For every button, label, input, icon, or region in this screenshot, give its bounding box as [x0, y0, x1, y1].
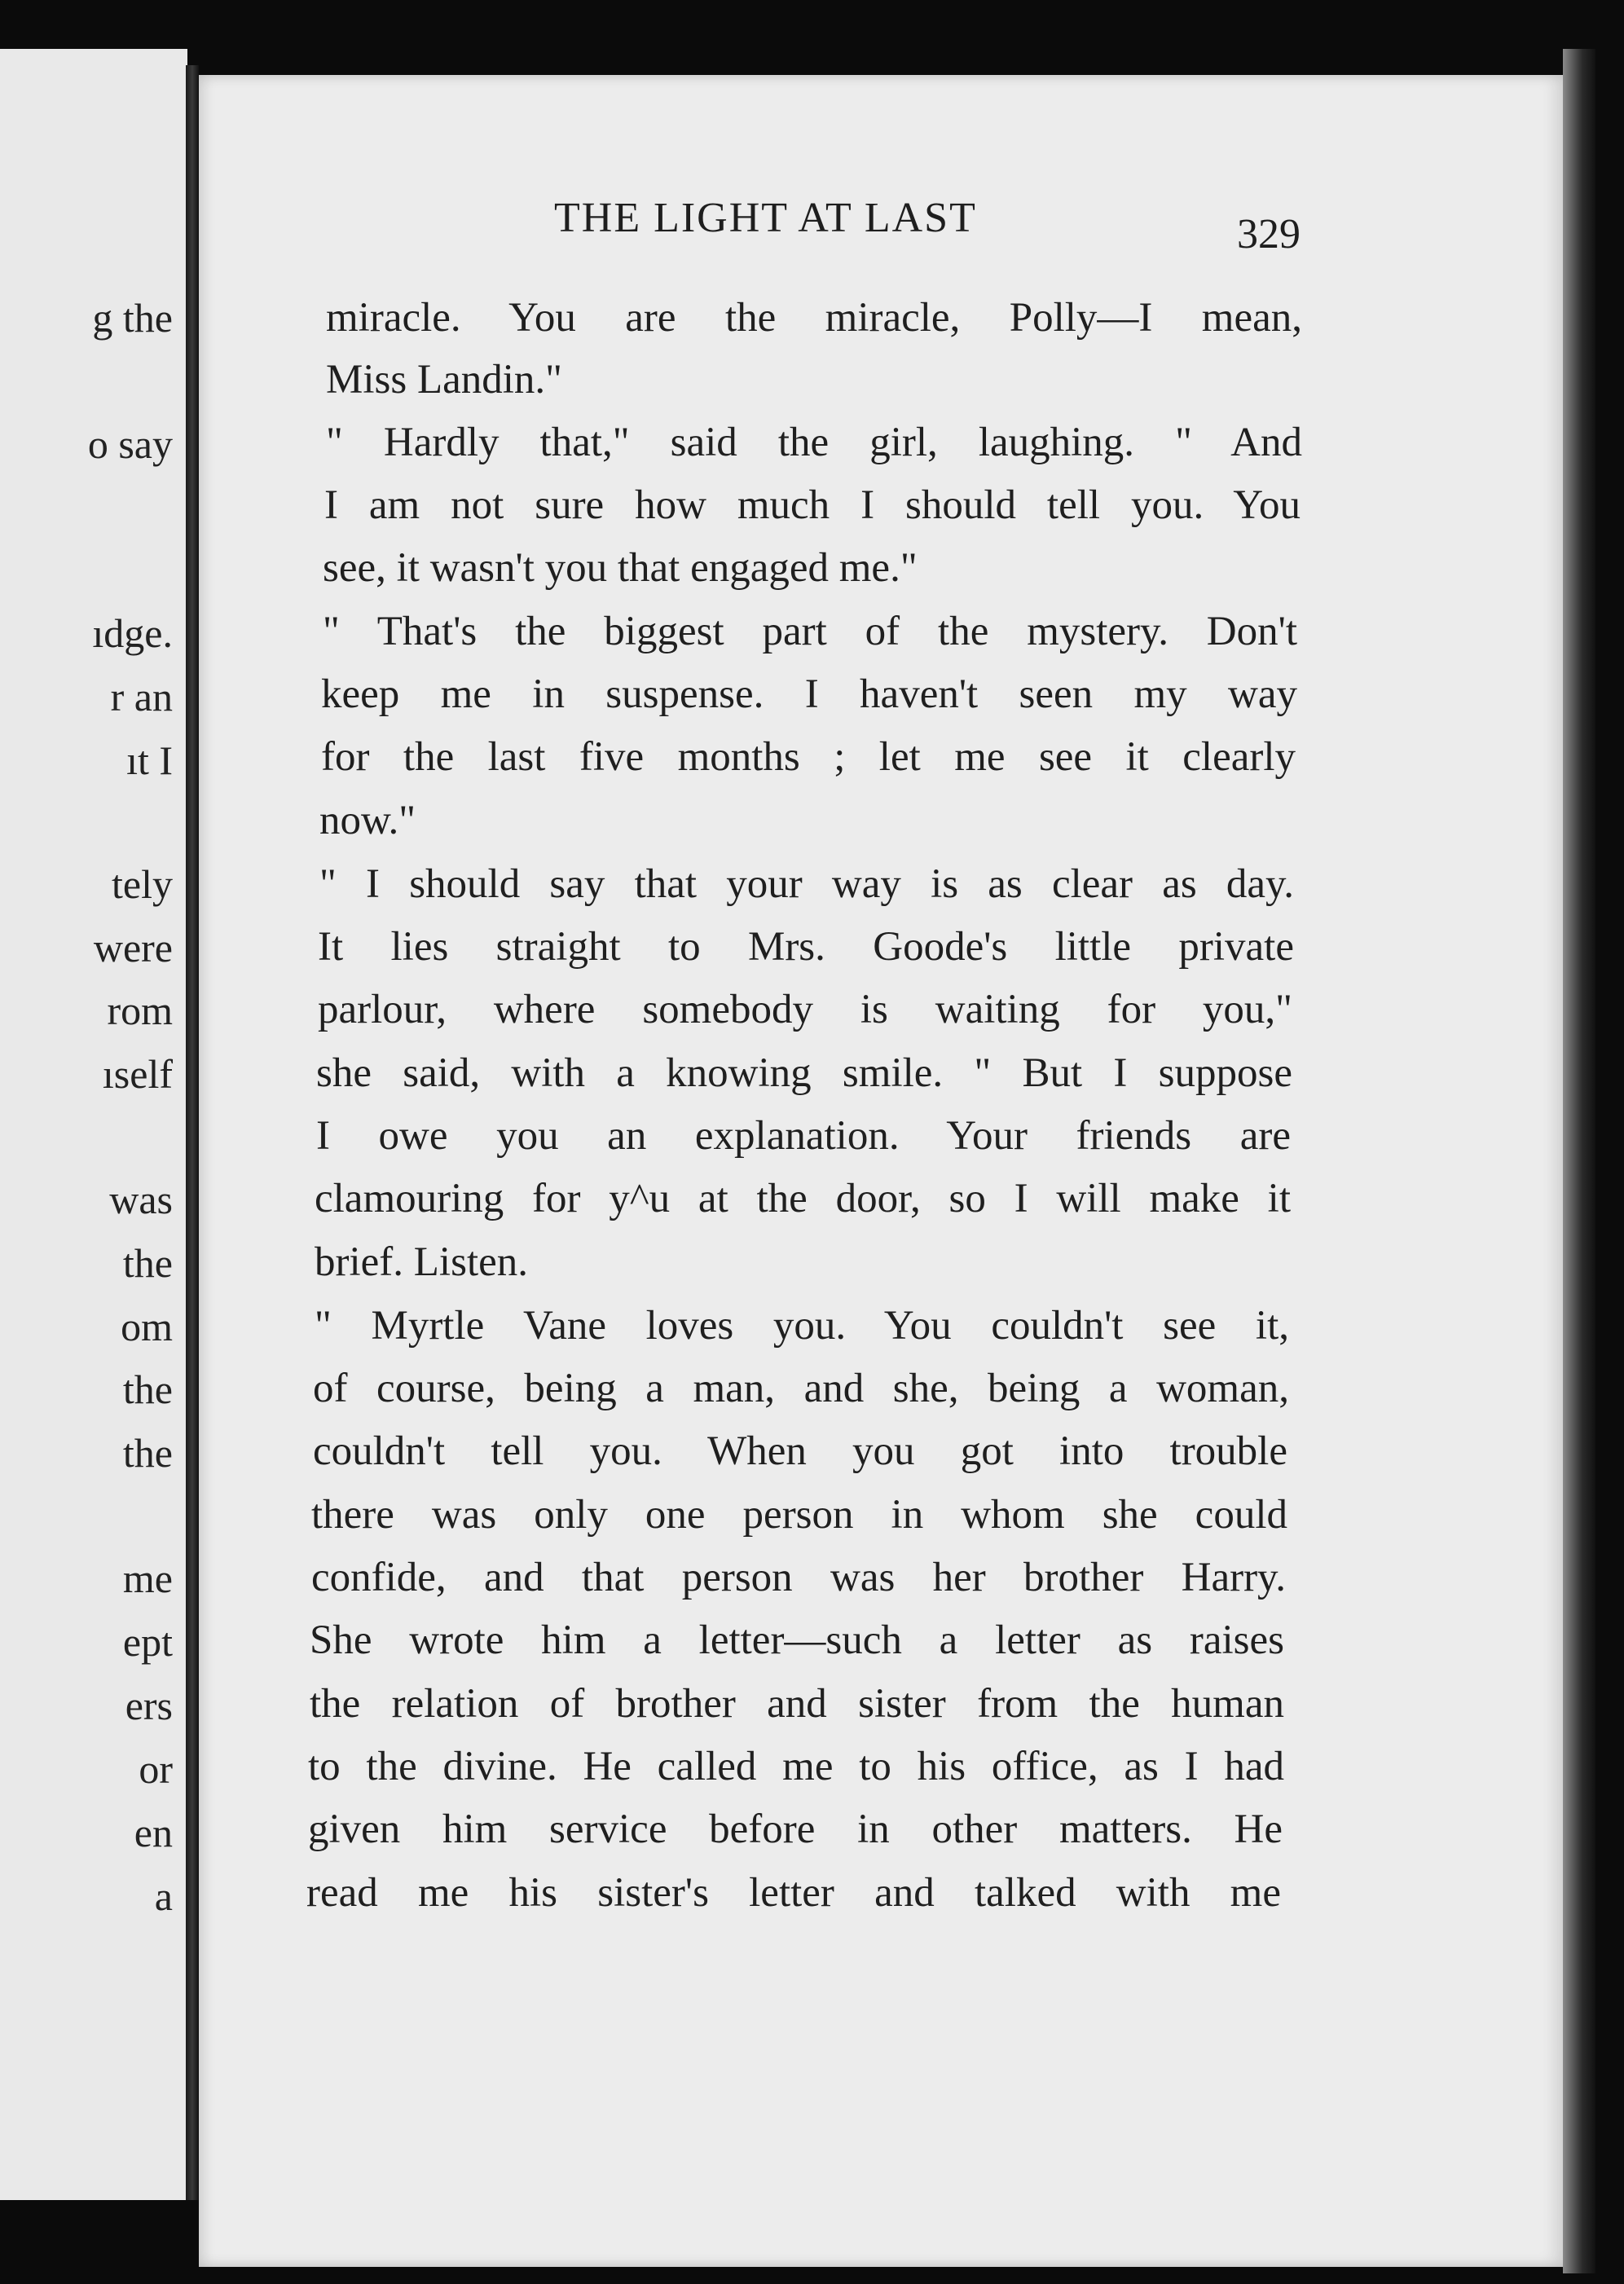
facing-page-fragment: was	[109, 1177, 173, 1222]
facing-page-fragment: o say	[87, 421, 173, 467]
facing-page-fragment: the	[122, 1240, 173, 1286]
text-line: " That's the biggest part of the mystery. Don't	[323, 609, 1297, 654]
page-number: 329	[1237, 211, 1301, 257]
facing-page-fragment: ıself	[102, 1051, 173, 1097]
text-line: couldn't tell you. When you got into trouble	[313, 1428, 1287, 1474]
text-line: I am not sure how much I should tell you. You	[324, 482, 1301, 528]
text-line: " Myrtle Vane loves you. You couldn't see it,	[315, 1303, 1289, 1349]
facing-page-fragment: ıdge.	[92, 610, 173, 656]
book-page	[199, 75, 1564, 2267]
facing-page-fragment: tely	[112, 861, 173, 907]
facing-page-fragment: ıt I	[126, 737, 173, 783]
text-line: It lies straight to Mrs. Goode's little private	[318, 924, 1294, 970]
text-line: keep me in suspense. I haven't seen my way	[321, 671, 1297, 717]
page-edge-shadow	[1563, 49, 1595, 2273]
facing-page-fragment: the	[122, 1366, 173, 1412]
facing-page-fragment: ept	[122, 1619, 173, 1665]
text-line: I owe you an explanation. Your friends are	[316, 1113, 1291, 1159]
facing-page	[0, 49, 187, 2200]
facing-page-fragment: ers	[125, 1683, 173, 1728]
text-line: parlour, where somebody is waiting for you,"	[318, 987, 1292, 1032]
text-line: confide, and that person was her brother Harry.	[311, 1555, 1286, 1600]
facing-page-fragment: rom	[107, 988, 173, 1033]
facing-page-fragment: were	[93, 925, 173, 970]
facing-page-fragment: om	[121, 1304, 173, 1349]
facing-page-fragment: me	[122, 1556, 173, 1601]
text-line: of course, being a man, and she, being a woman,	[313, 1366, 1289, 1411]
facing-page-fragment: g the	[92, 295, 173, 341]
text-line: " Hardly that," said the girl, laughing. " And	[326, 420, 1302, 465]
text-line: for the last five months ; let me see it clearly	[321, 734, 1296, 780]
text-line: brief. Listen.	[315, 1239, 528, 1285]
text-line: miracle. You are the miracle, Polly—I mean,	[326, 295, 1302, 341]
text-line: clamouring for y^u at the door, so I will make it	[315, 1176, 1291, 1221]
text-line: she said, with a knowing smile. " But I suppose	[316, 1050, 1292, 1096]
facing-page-fragment: r an	[110, 674, 173, 720]
text-line: see, it wasn't you that engaged me."	[323, 545, 918, 591]
facing-page-fragment: en	[134, 1810, 173, 1855]
text-line: there was only one person in whom she could	[311, 1492, 1287, 1538]
text-line: " I should say that your way is as clear as day.	[319, 861, 1294, 907]
text-line: She wrote him a letter—such a letter as raises	[310, 1617, 1284, 1663]
text-line: now."	[319, 798, 416, 843]
text-line: the relation of brother and sister from the human	[310, 1681, 1284, 1727]
facing-page-fragment: a	[154, 1873, 173, 1919]
running-head: THE LIGHT AT LAST	[554, 195, 977, 241]
facing-page-fragment: the	[122, 1430, 173, 1476]
text-line: to the divine. He called me to his office, as I had	[308, 1744, 1284, 1789]
facing-page-fragment: or	[139, 1746, 173, 1792]
text-line: Miss Landin."	[326, 357, 562, 403]
book-gutter	[186, 65, 199, 2200]
text-line: read me his sister's letter and talked with me	[306, 1870, 1281, 1916]
text-line: given him service before in other matters. He	[308, 1807, 1283, 1852]
